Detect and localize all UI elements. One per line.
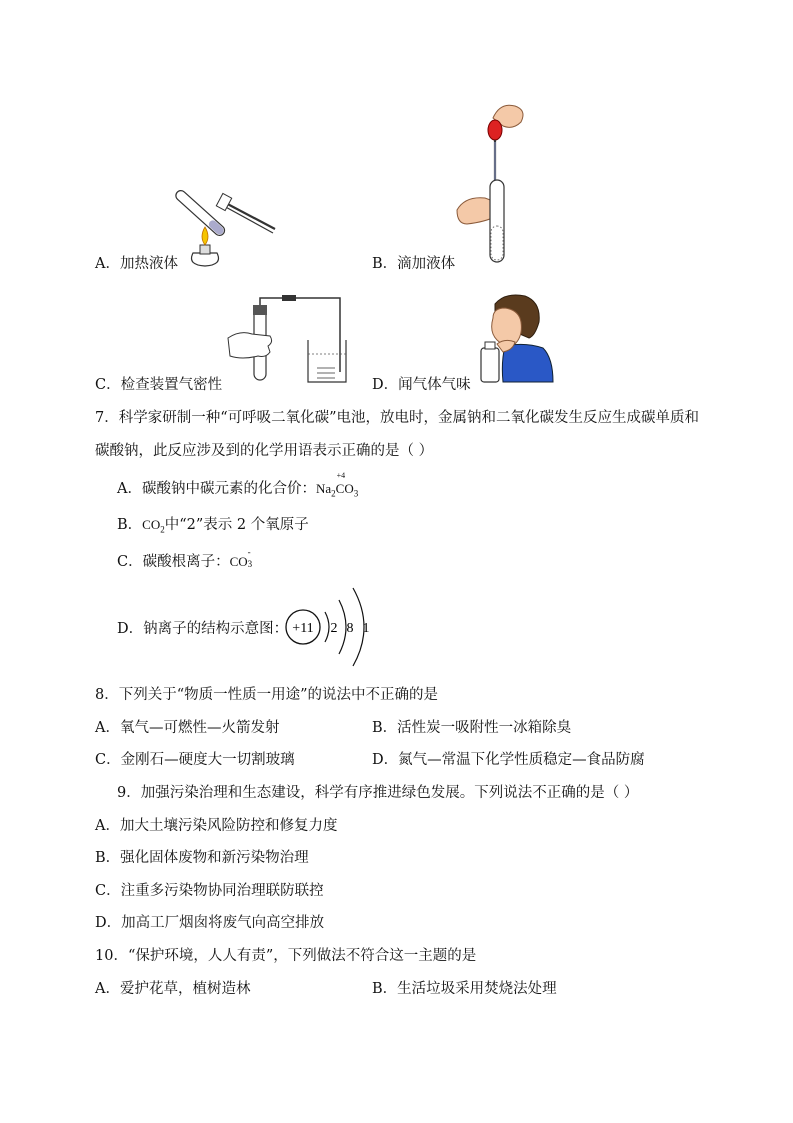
q8-option-b[interactable]: B．活性炭一吸附性一冰箱除臭 bbox=[372, 720, 572, 736]
nucleus-charge: +11 bbox=[292, 621, 314, 636]
q7-option-a-formula: $Na_2$ +4 $CO_3$ bbox=[315, 471, 359, 499]
shell-2-electrons: 8 bbox=[346, 621, 354, 636]
valence-mark: +4 bbox=[336, 471, 346, 480]
q8-option-c[interactable]: C．金刚石—硬度大一切割玻璃 bbox=[95, 752, 295, 768]
dropping-liquid-figure bbox=[455, 100, 535, 265]
q9-option-c[interactable]: C．注重多污染物协同治理联防联控 bbox=[95, 883, 324, 899]
q7-stem-line1: 7．科学家研制一种“可呼吸二氧化碳”电池，放电时，金属钠和二氧化碳发生反应生成碳单质和 bbox=[95, 410, 700, 426]
q6-option-a[interactable]: A．加热液体 bbox=[95, 256, 178, 272]
heating-liquid-figure bbox=[175, 165, 280, 270]
q6-option-b[interactable]: B．滴加液体 bbox=[372, 256, 456, 272]
q9-option-b[interactable]: B．强化固体废物和新污染物治理 bbox=[95, 850, 309, 866]
q7-option-a-text: A．碳酸钠中碳元素的化合价： bbox=[117, 481, 316, 497]
q6-option-c[interactable]: C．检查装置气密性 bbox=[95, 377, 223, 393]
q10-option-b[interactable]: B．生活垃圾采用焚烧法处理 bbox=[372, 981, 557, 997]
smell-gas-figure bbox=[475, 292, 555, 384]
sodium-ion-structure-diagram bbox=[283, 582, 378, 672]
q8-option-a[interactable]: A．氧气—可燃性—火箭发射 bbox=[95, 720, 280, 736]
q9-stem: 9．加强污染治理和生态建设，科学有序推进绿色发展。下列说法不正确的是（ ） bbox=[117, 785, 639, 801]
q10-option-a[interactable]: A．爱护花草，植树造林 bbox=[95, 981, 251, 997]
q7-option-b[interactable]: B．$CO_2$中“2”表示 2 个氧原子 bbox=[117, 517, 309, 535]
q6-option-d[interactable]: D．闻气体气味 bbox=[372, 377, 471, 393]
shell-3-electrons: 1 bbox=[362, 621, 370, 636]
q10-stem: 10．“保护环境，人人有责”，下列做法不符合这一主题的是 bbox=[95, 948, 477, 964]
q7-option-c[interactable]: C．碳酸根离子：CO - 3 bbox=[117, 547, 253, 570]
q7-stem-line2: 碳酸钠，此反应涉及到的化学用语表示正确的是（ ） bbox=[95, 443, 434, 459]
q9-option-a[interactable]: A．加大土壤污染风险防控和修复力度 bbox=[95, 818, 338, 834]
q9-option-d[interactable]: D．加高工厂烟囱将废气向高空排放 bbox=[95, 915, 325, 931]
q7-option-c-formula: CO - 3 bbox=[229, 547, 253, 569]
q8-stem: 8．下列关于“物质一性质一用途”的说法中不正确的是 bbox=[95, 687, 439, 703]
q7-option-d[interactable]: D．钠离子的结构示意图： bbox=[117, 621, 289, 637]
q7-option-b-formula: $CO_2$ bbox=[142, 517, 165, 535]
q7-option-a[interactable] bbox=[117, 471, 359, 499]
check-airtightness-figure bbox=[222, 290, 352, 385]
q8-option-d[interactable]: D．氮气—常温下化学性质稳定—食品防腐 bbox=[372, 752, 645, 768]
shell-1-electrons: 2 bbox=[330, 621, 338, 636]
